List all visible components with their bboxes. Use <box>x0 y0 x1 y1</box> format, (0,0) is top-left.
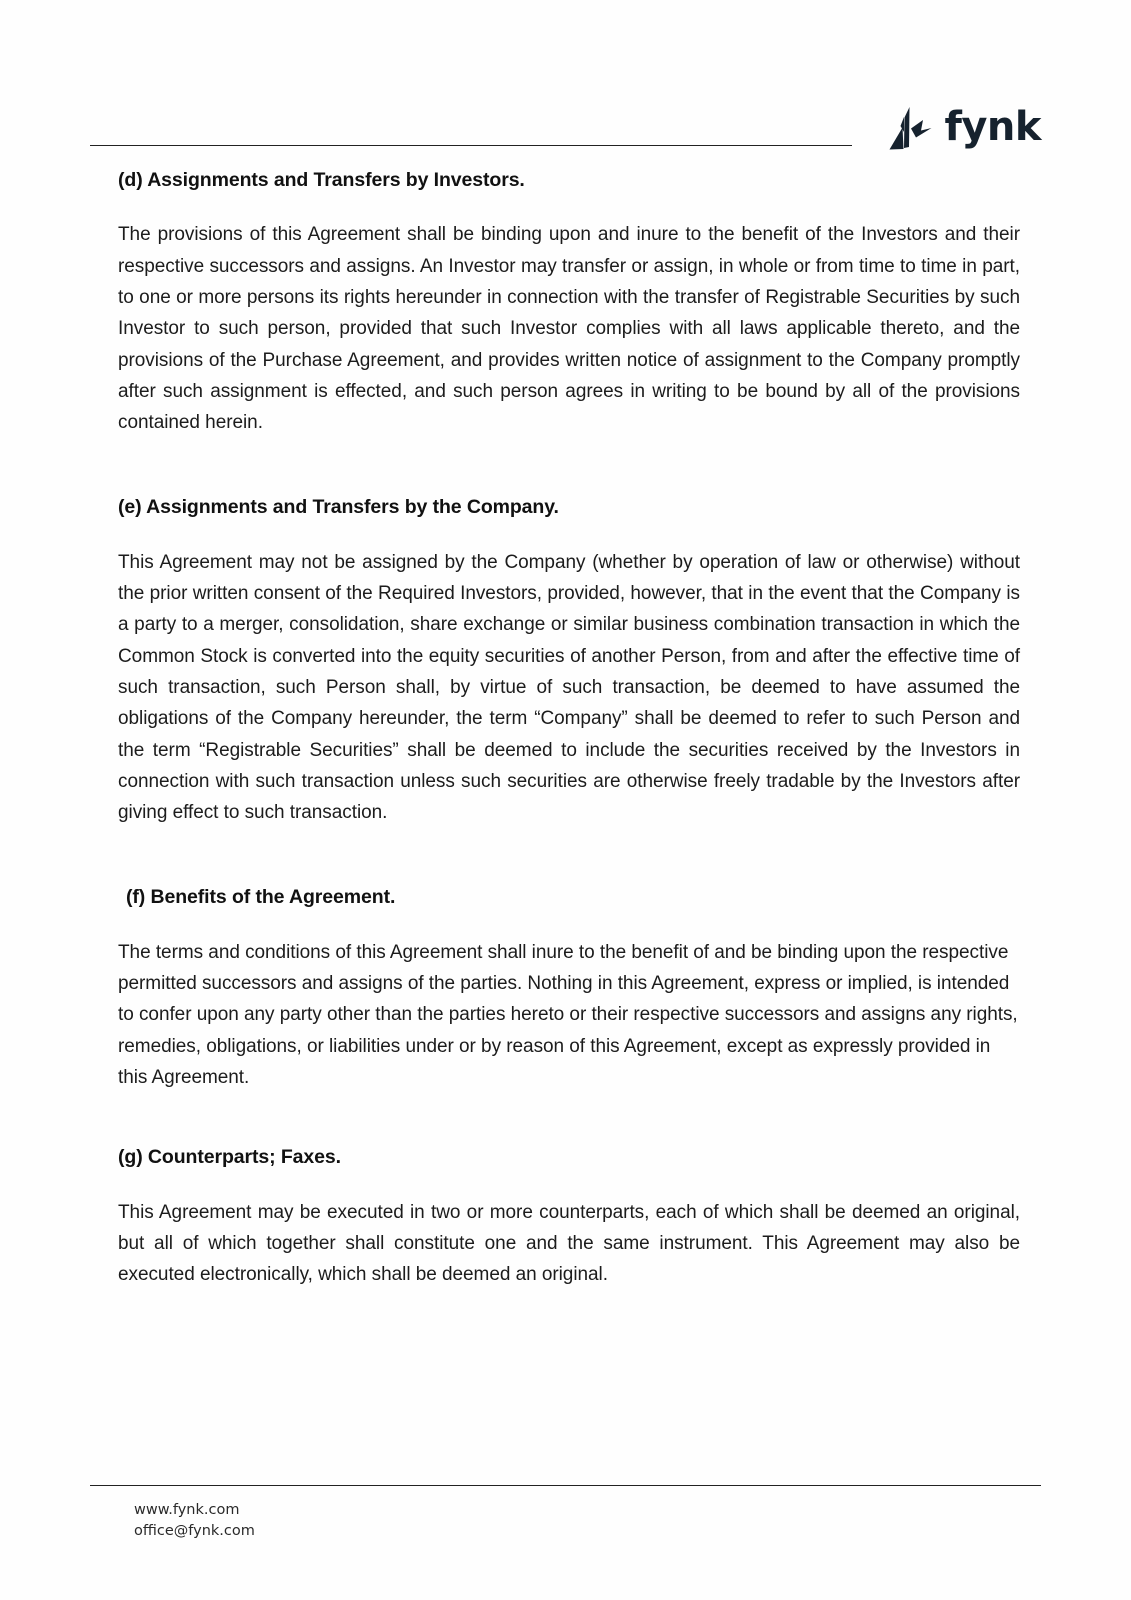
footer-website[interactable]: www.fynk.com <box>134 1502 240 1518</box>
section-heading-f: (f) Benefits of the Agreement. <box>126 886 396 909</box>
section-spacer <box>118 828 1020 885</box>
footer-email[interactable]: office@fynk.com <box>134 1523 255 1539</box>
brand-logo <box>878 104 1041 150</box>
page-footer <box>90 1485 1041 1542</box>
section-paragraph-f: The terms and conditions of this Agreement shall inure to the benefit of and be binding upon the respective permitted successors and assigns of the parties. Nothing in this Agreement, express or implied, is intended to confer upon any party other than the parties hereto or their respective successors and assigns any rights, remedies, obligations, or liabilities under or by reason of this Agreement, except as expressly provided in this Agreement. <box>118 941 1018 1088</box>
section-spacer <box>118 438 1020 495</box>
section-heading-g: (g) Counterparts; Faxes. <box>118 1146 341 1169</box>
document-body <box>118 168 1020 1291</box>
page-header <box>0 92 1131 162</box>
section-heading-d: (d) Assignments and Transfers by Investors. <box>118 169 525 191</box>
origami-bird-icon <box>878 104 934 150</box>
footer-divider <box>90 1485 1041 1486</box>
brand-name: fynk <box>944 104 1041 150</box>
section-heading-e: (e) Assignments and Transfers by the Company. <box>118 496 559 519</box>
section-spacer <box>118 1093 1020 1145</box>
section-paragraph-e: This Agreement may not be assigned by the Company (whether by operation of law or otherwise) without the prior written consent of the Required Investors, provided, however, that in the event that the Company is a party to a merger, consolidation, share exchange or similar business combination transaction in which the Common Stock is converted into the equity securities of another Person, from and after the effective time of such transaction, such Person shall, by virtue of such transaction, be deemed to have assumed the obligations of the Company hereunder, the term “Company” shall be deemed to refer to such Person and the term “Registrable Securities” shall be deemed to include the securities received by the Investors in connection with such transaction unless such securities are otherwise freely tradable by the Investors after giving effect to such transaction. <box>118 551 1020 824</box>
header-divider <box>90 145 852 146</box>
footer-contact <box>90 1500 1041 1542</box>
section-paragraph-g: This Agreement may be executed in two or more counterparts, each of which shall be deemed an original, but all of which together shall constitute one and the same instrument. This Agreement may also be executed electronically, which shall be deemed an original. <box>118 1201 1020 1286</box>
section-paragraph-d: The provisions of this Agreement shall be binding upon and inure to the benefit of the Investors and their respective successors and assigns. An Investor may transfer or assign, in whole or from time to time in part, to one or more persons its rights hereunder in connection with the transfer of Registrable Securities by such Investor to such person, provided that such Investor complies with all laws applicable thereto, and the provisions of the Purchase Agreement, and provides written notice of assignment to the Company promptly after such assignment is effected, and such person agrees in writing to be bound by all of the provisions contained herein. <box>118 224 1020 434</box>
